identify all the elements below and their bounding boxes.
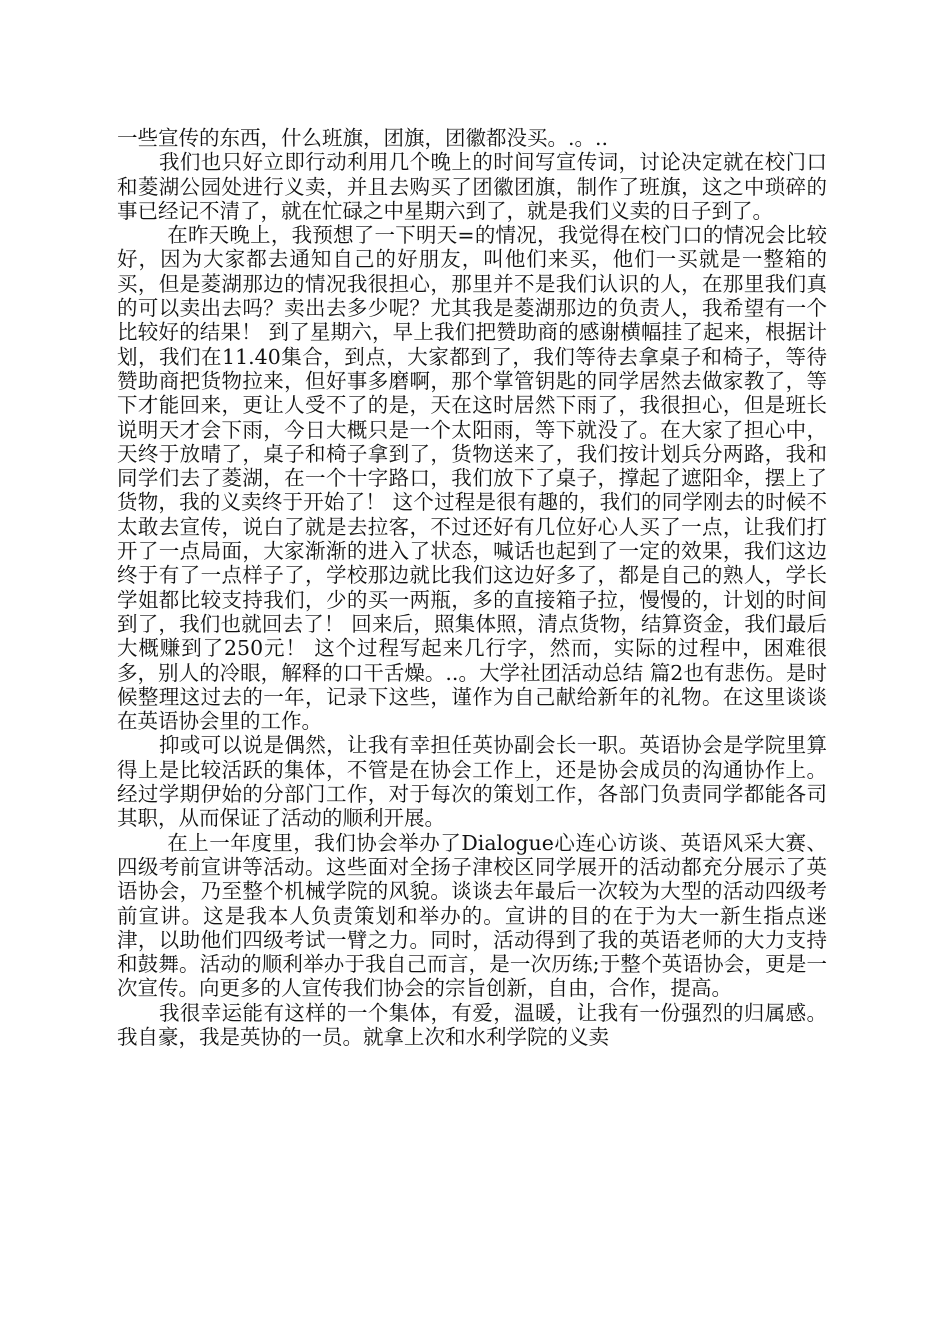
paragraph-2: 我们也只好立即行动利用几个晚上的时间写宣传词，讨论决定就在校门口和菱湖公园处进行义卖，并且去购买了团徽团旗，制作了班旗，这之中琐碎的事已经记不清了，就在忙碌之中星期六到了，就是我们义卖的日子到了。 [117,150,827,223]
paragraph-3: 在昨天晚上，我预想了一下明天=的情况，我觉得在校门口的情况会比较好，因为大家都去通知自己的好朋友，叫他们来买，他们一买就是一整箱的买，但是菱湖那边的情况我很担心，那里并不是我们认识的人，在那里我们真的可以卖出去吗？卖出去多少呢？尤其我是菱湖那边的负责人，我希望有一个比较好的结果！ 到了星期六，早上我们把赞助商的感谢横幅挂了起来，根据计划，我们在11.40集合，到点，大家都到了，我们等待去拿桌子和椅子，等待赞助商把货物拉来，但好事多磨啊，那个掌管钥匙的同学居然去做家教了，等下才能回来，更让人受不了的是，天在这时居然下雨了，我很担心，但是班长说明天才会下雨，今日大概只是一个太阳雨，等下就没了。在大家了担心中，天终于放晴了，桌子和椅子拿到了，货物送来了，我们按计划兵分两路，我和同学们去了菱湖，在一个十字路口，我们放下了桌子，撑起了遮阳伞，摆上了货物，我的义卖终于开始了！ 这个过程是很有趣的，我们的同学刚去的时候不太敢去宣传，说白了就是去拉客，不过还好有几位好心人买了一点，让我们打开了一点局面，大家渐渐的进入了状态，喊话也起到了一定的效果，我们这边终于有了一点样子了，学校那边就比我们这边好多了，都是自己的熟人，学长学姐都比较支持我们，少的买一两瓶，多的直接箱子拉，慢慢的，计划的时间到了，我们也就回去了！ 回来后，照集体照，清点货物，结算资金，我们最后大概赚到了250元！ 这个过程写起来几行字，然而，实际的过程中，困难很多，别人的冷眼，解释的口干舌燥。..。大学社团活动总结 篇2也有悲伤。是时候整理这过去的一年，记录下这些，谨作为自己献给新年的礼物。在这里谈谈在英语协会里的工作。 [117,223,827,734]
paragraph-1: 一些宣传的东西，什么班旗，团旗，团徽都没买。.。.. [117,126,609,150]
paragraph-5: 在上一年度里，我们协会举办了Dialogue心连心访谈、英语风采大赛、四级考前宣讲等活动。这些面对全扬子津校区同学展开的活动都充分展示了英语协会，乃至整个机械学院的风貌。谈谈去年最后一次较为大型的活动四级考前宣讲。这是我本人负责策划和举办的。宣讲的目的在于为大一新生指点迷津，以助他们四级考试一臂之力。同时，活动得到了我的英语老师的大力支持和鼓舞。活动的顺利举办于我自己而言，是一次历练;于整个英语协会，更是一次宣传。向更多的人宣传我们协会的宗旨创新，自由，合作，提高。 [117,830,827,1001]
paragraph-6: 我很幸运能有这样的一个集体，有爱，温暖，让我有一份强烈的归属感。我自豪，我是英协的一员。就拿上次和水利学院的义卖 [117,1000,827,1049]
body-text [117,126,827,1049]
paragraph-4: 抑或可以说是偶然，让我有幸担任英协副会长一职。英语协会是学院里算得上是比较活跃的集体，不管是在协会工作上，还是协会成员的沟通协作上。经过学期伊始的分部门工作，对于每次的策划工作，各部门负责同学都能各司其职，从而保证了活动的顺利开展。 [117,733,827,831]
